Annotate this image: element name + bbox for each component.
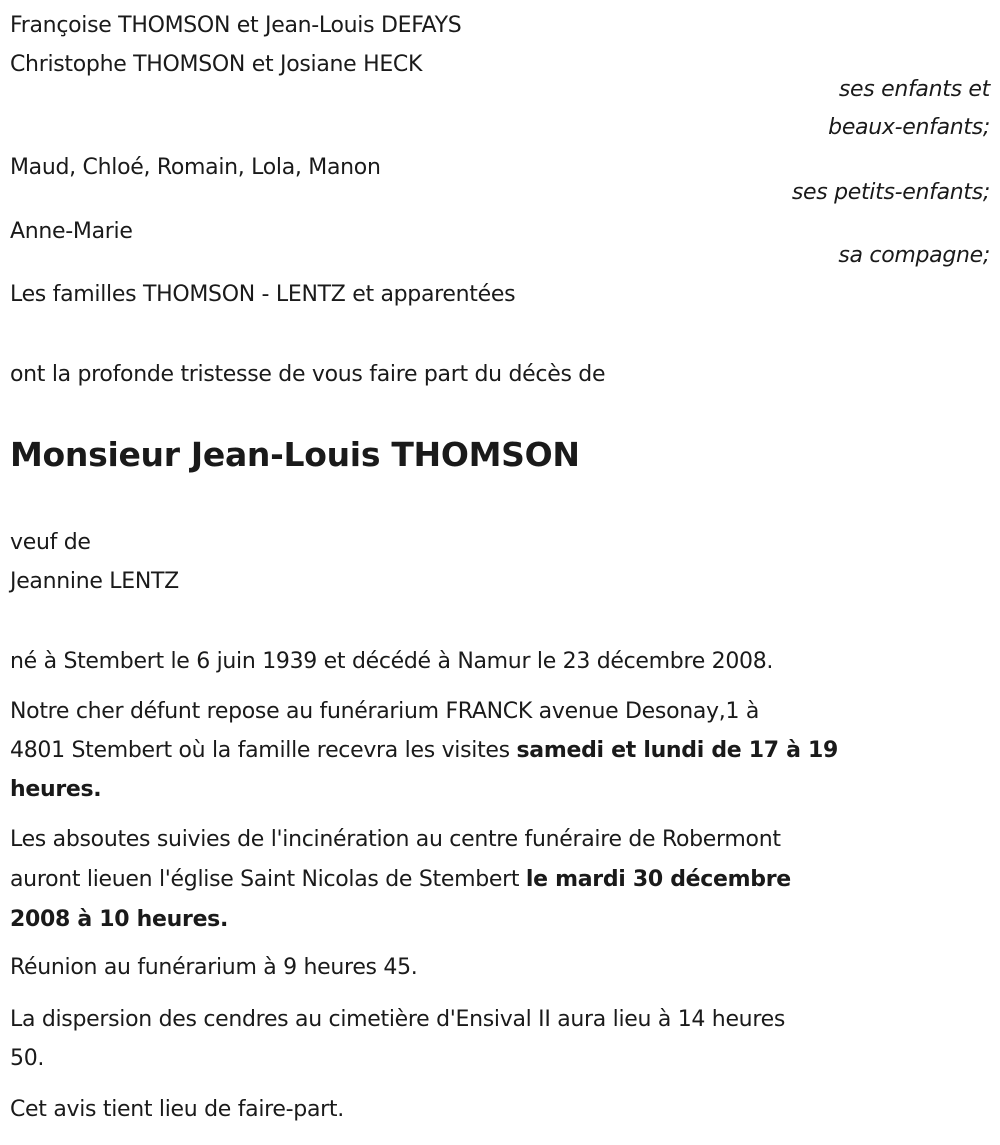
grandchildren-label: ses petits-enfants;	[791, 180, 990, 205]
widower-of: veuf de	[10, 530, 91, 555]
ceremony-date-end: 2008 à 10 heures.	[10, 907, 229, 932]
families: Les familles THOMSON - LENTZ et apparentées	[10, 282, 516, 307]
companion: Anne-Marie	[10, 219, 133, 244]
visits-line-3	[10, 775, 101, 805]
closing: Cet avis tient lieu de faire-part.	[10, 1097, 344, 1122]
ceremony-line-1: Les absoutes suivies de l'incinération au centre funéraire de Robermont	[10, 827, 781, 852]
children-label-1: ses enfants et	[838, 77, 990, 102]
grandchildren: Maud, Chloé, Romain, Lola, Manon	[10, 155, 381, 180]
companion-label: sa compagne;	[838, 243, 990, 268]
family-line-1: Françoise THOMSON et Jean-Louis DEFAYS	[10, 13, 462, 38]
dispersion-line-1: La dispersion des cendres au cimetière d'Ensival II aura lieu à 14 heures	[10, 1007, 785, 1032]
meeting: Réunion au funérarium à 9 heures 45.	[10, 955, 418, 980]
family-line-2: Christophe THOMSON et Josiane HECK	[10, 52, 423, 77]
dispersion-line-2: 50.	[10, 1046, 45, 1071]
visits-times-end: heures.	[10, 777, 102, 802]
ceremony-line-3	[10, 905, 228, 935]
ceremony-date: le mardi 30 décembre	[525, 867, 791, 892]
visits-line-2	[10, 736, 838, 766]
birth-death: né à Stembert le 6 juin 1939 et décédé à Namur le 23 décembre 2008.	[10, 649, 774, 674]
announcement: ont la profonde tristesse de vous faire part du décès de	[10, 362, 606, 387]
visits-times: samedi et lundi de 17 à 19	[516, 738, 839, 763]
visits-line-1: Notre cher défunt repose au funérarium FRANCK avenue Desonay,1 à	[10, 699, 760, 724]
ceremony-line-2	[10, 865, 791, 895]
ceremony-text: auront lieuen l'église Saint Nicolas de Stembert	[10, 867, 526, 892]
children-label-2: beaux-enfants;	[828, 115, 990, 140]
visits-text: 4801 Stembert où la famille recevra les visites	[10, 738, 517, 763]
deceased-name: Monsieur Jean-Louis THOMSON	[10, 435, 580, 474]
spouse-name: Jeannine LENTZ	[10, 569, 179, 594]
